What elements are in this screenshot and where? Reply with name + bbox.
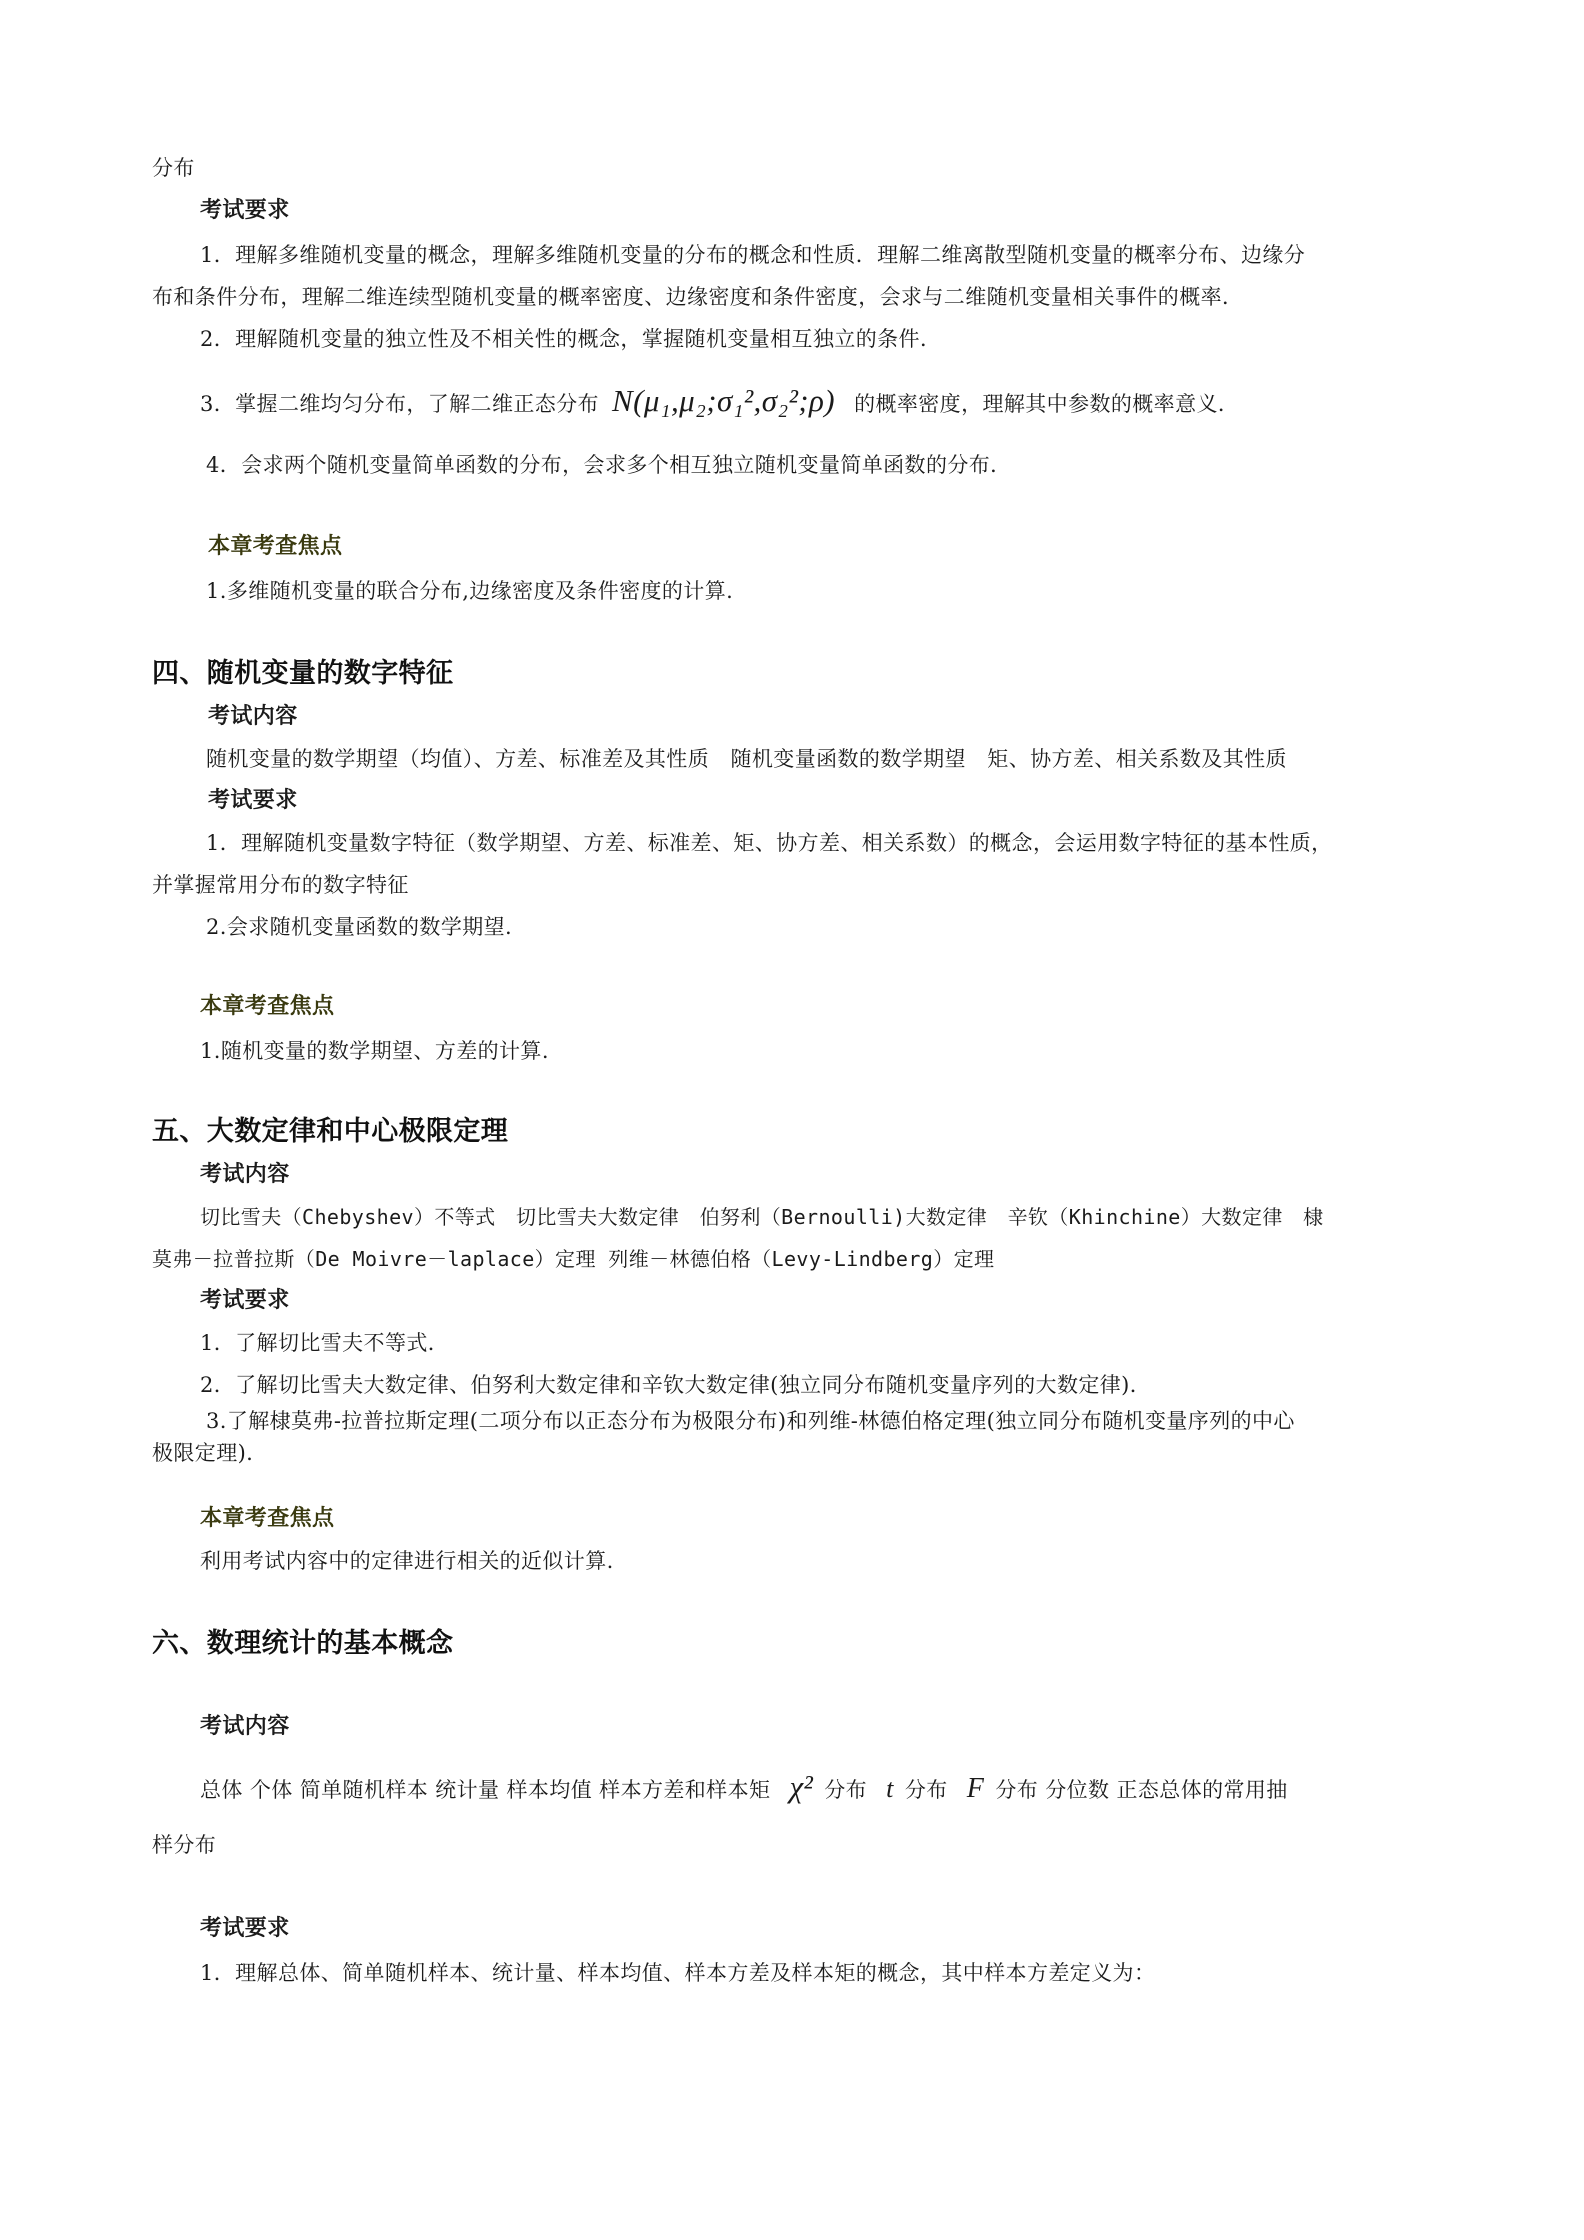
exam-content-line-1: 切比雪夫（Chebyshev）不等式 切比雪夫大数定律 伯努利（Bernoulli)大数定律 辛钦（Khinchine）大数定律 棣: [200, 1205, 1324, 1229]
distribution-word: 分布: [904, 1778, 948, 1802]
exam-requirements-heading: 考试要求: [200, 1916, 290, 1941]
requirement-3-line-2: 极限定理)．: [152, 1441, 268, 1465]
exam-content-line-1: [200, 1769, 1288, 1805]
requirement-3-suffix: 的概率密度，理解其中参数的概率意义．: [854, 392, 1240, 416]
chapter-focus-heading: 本章考查焦点: [208, 534, 343, 559]
requirement-3-line-1: 3.了解棣莫弗-拉普拉斯定理(二项分布以正态分布为极限分布)和列维-林德伯格定理(独立同分布随机变量序列的中心: [206, 1409, 1295, 1433]
requirement-2: 2．理解随机变量的独立性及不相关性的概念，掌握随机变量相互独立的条件．: [200, 327, 942, 351]
chapter-focus-heading: 本章考查焦点: [200, 994, 335, 1019]
exam-requirements-heading: 考试要求: [200, 198, 290, 223]
bivariate-normal-formula: N(μ₁,μ₂;σ₁²,σ₂²;ρ): [612, 383, 835, 418]
requirement-3: [200, 383, 1240, 419]
requirement-4: 4．会求两个随机变量简单函数的分布，会求多个相互独立随机变量简单函数的分布．: [206, 453, 1012, 477]
requirement-1: 1．了解切比雪夫不等式．: [200, 1331, 450, 1355]
requirement-2: 2.会求随机变量函数的数学期望.: [206, 915, 513, 939]
section-6-title: 六、数理统计的基本概念: [152, 1628, 454, 1659]
exam-requirements-heading: 考试要求: [208, 788, 298, 813]
exam-content-heading: 考试内容: [200, 1714, 290, 1739]
requirement-1-line-2: 并掌握常用分布的数字特征: [152, 873, 409, 897]
focus-item-1: 1.随机变量的数学期望、方差的计算.: [200, 1039, 549, 1063]
requirement-3-prefix: 3．掌握二维均匀分布，了解二维正态分布: [200, 392, 599, 416]
f-symbol: F: [966, 1773, 985, 1804]
exam-content-heading: 考试内容: [208, 704, 298, 729]
exam-content-line-2: 莫弗－拉普拉斯（De Moivre－laplace）定理 列维－林德伯格（Levy-Lindberg）定理: [152, 1247, 995, 1271]
focus-item-1: 1.多维随机变量的联合分布,边缘密度及条件密度的计算.: [206, 579, 734, 603]
requirement-1: 1．理解总体、简单随机样本、统计量、样本均值、样本方差及样本矩的概念，其中样本方差定义为：: [200, 1961, 1156, 1985]
continued-text: 分布: [152, 156, 195, 180]
exam-requirements-heading: 考试要求: [200, 1288, 290, 1313]
exam-content-text: 随机变量的数学期望（均值）、方差、标准差及其性质 随机变量函数的数学期望 矩、协方差、相关系数及其性质: [206, 747, 1287, 771]
focus-item-1: 利用考试内容中的定律进行相关的近似计算.: [200, 1549, 614, 1573]
t-symbol: t: [886, 1774, 894, 1803]
chi-square-symbol: χ²: [789, 1769, 814, 1804]
exam-content-line-2: 样分布: [152, 1833, 217, 1857]
requirement-1-line-1: 1．理解多维随机变量的概念，理解多维随机变量的分布的概念和性质．理解二维离散型随机变量的概率分布、边缘分: [200, 243, 1306, 267]
exam-content-items: 总体 个体 简单随机样本 统计量 样本均值 样本方差和样本矩: [200, 1778, 771, 1802]
section-4-title: 四、随机变量的数字特征: [152, 658, 454, 689]
exam-content-heading: 考试内容: [200, 1162, 290, 1187]
chapter-focus-heading: 本章考查焦点: [200, 1506, 335, 1531]
exam-content-items-tail: 分布 分位数 正态总体的常用抽: [995, 1778, 1288, 1802]
section-5-title: 五、大数定律和中心极限定理: [152, 1116, 509, 1147]
requirement-1-line-2: 布和条件分布，理解二维连续型随机变量的概率密度、边缘密度和条件密度，会求与二维随机变量相关事件的概率．: [152, 285, 1244, 309]
requirement-2: 2．了解切比雪夫大数定律、伯努利大数定律和辛钦大数定律(独立同分布随机变量序列的大数定律)．: [200, 1373, 1152, 1397]
requirement-1-line-1: 1．理解随机变量数字特征（数学期望、方差、标准差、矩、协方差、相关系数）的概念，会运用数字特征的基本性质，: [206, 831, 1333, 855]
distribution-word: 分布: [824, 1778, 868, 1802]
